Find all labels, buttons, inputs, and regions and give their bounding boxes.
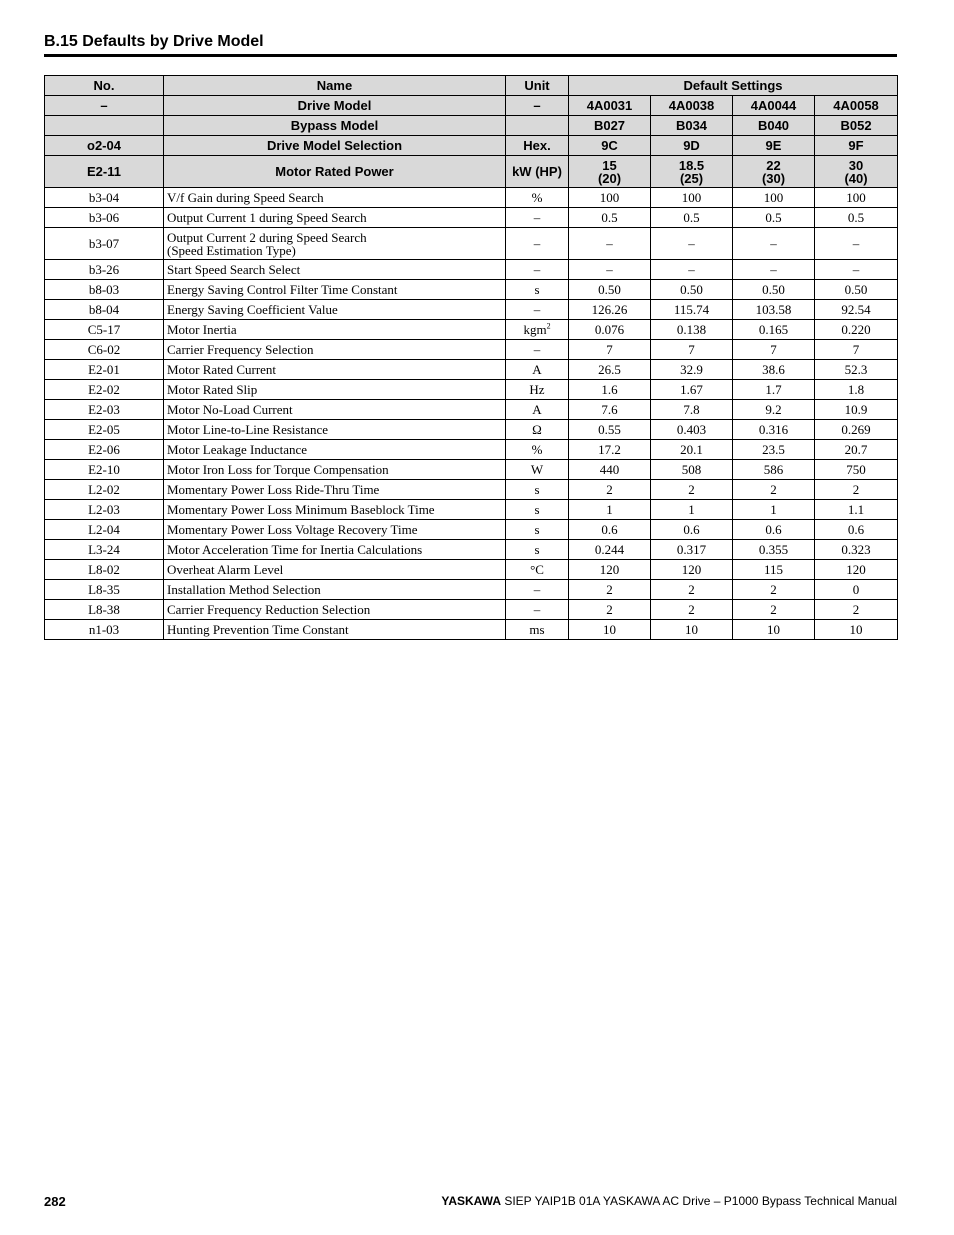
param-unit-text: s [534,542,540,557]
param-unit [506,560,569,580]
param-default-value: 2 [569,580,651,600]
param-no: L8-35 [45,580,164,600]
rated-power-kw: 18.5 [678,157,705,173]
param-name: Start Speed Search Select [164,260,506,280]
param-default-value: 120 [815,560,898,580]
param-name: Motor No-Load Current [164,400,506,420]
param-default-value: 17.2 [569,440,651,460]
param-unit [506,280,569,300]
param-unit [506,540,569,560]
rated-power-hp: (20) [597,170,622,186]
param-default-value: 0.55 [569,420,651,440]
bypass-model-value: B027 [569,116,651,136]
table-row [45,460,898,480]
bypass-model-value: B052 [815,116,898,136]
param-no: E2-02 [45,380,164,400]
param-default-value: – [815,260,898,280]
param-default-value: 586 [733,460,815,480]
param-default-value: 0.5 [815,208,898,228]
header-default-settings: Default Settings [569,76,898,96]
param-name: Energy Saving Control Filter Time Constant [164,280,506,300]
param-unit [506,480,569,500]
param-unit [506,260,569,280]
table-row [45,320,898,340]
header-name: Name [164,76,506,96]
section-number: B.15 [44,33,78,50]
model-selection-value: 9E [733,136,815,156]
param-default-value: 7.8 [651,400,733,420]
param-name: Momentary Power Loss Ride-Thru Time [164,480,506,500]
rated-power-kw: 15 [602,157,617,173]
model-selection-no: o2-04 [45,136,164,156]
section-heading: Defaults by Drive Model [82,33,264,50]
param-name-line: (Speed Estimation Type) [167,242,296,258]
param-default-value: 38.6 [733,360,815,380]
param-no: b8-03 [45,280,164,300]
table-row [45,480,898,500]
model-selection-value: 9D [651,136,733,156]
defaults-table-body [45,76,898,640]
param-name [164,228,506,260]
rated-power-name: Motor Rated Power [164,156,506,188]
param-unit [506,580,569,600]
bypass-model-unit [506,116,569,136]
param-default-value: 2 [569,600,651,620]
rated-power-kw: 30 [848,157,864,173]
param-default-value: 0.50 [733,280,815,300]
param-default-value: 7 [569,340,651,360]
param-default-value: – [569,260,651,280]
param-default-value: 7 [815,340,898,360]
param-unit-text: A [532,402,542,417]
param-default-value: 1.67 [651,380,733,400]
param-default-value: 1 [733,500,815,520]
param-default-value: 52.3 [815,360,898,380]
param-unit [506,400,569,420]
param-default-value: 100 [569,188,651,208]
table-row [45,420,898,440]
param-no: n1-03 [45,620,164,640]
param-default-value: – [651,260,733,280]
param-default-value: 0.5 [733,208,815,228]
param-unit-text: – [533,602,541,617]
param-default-value: 1 [651,500,733,520]
param-unit [506,600,569,620]
param-name: Motor Rated Slip [164,380,506,400]
drive-model-row [45,96,898,116]
rated-power-no: E2-11 [45,156,164,188]
param-unit-text: kgm [523,322,547,337]
param-default-value: 115.74 [651,300,733,320]
param-default-value: 10 [569,620,651,640]
param-unit-text: – [533,262,541,277]
param-name: Carrier Frequency Reduction Selection [164,600,506,620]
rated-power-kw: 22 [766,157,781,173]
param-unit [506,340,569,360]
param-name: Motor Leakage Inductance [164,440,506,460]
param-no: E2-03 [45,400,164,420]
param-default-value: 92.54 [815,300,898,320]
drive-model-value: 4A0044 [733,96,815,116]
param-name-line: Output Current 2 during Speed Search [167,229,367,245]
model-selection-unit: Hex. [506,136,569,156]
param-default-value: 0.138 [651,320,733,340]
drive-model-no: – [45,96,164,116]
table-row [45,620,898,640]
param-unit [506,228,569,260]
param-unit-text: – [533,236,541,251]
param-default-value: 2 [815,480,898,500]
param-default-value: 32.9 [651,360,733,380]
param-name: Installation Method Selection [164,580,506,600]
table-row [45,540,898,560]
param-default-value: 100 [815,188,898,208]
param-unit-text: ms [529,622,545,637]
drive-model-value: 4A0031 [569,96,651,116]
footer-document-title [441,1194,897,1208]
param-default-value: 1.8 [815,380,898,400]
param-no: L8-38 [45,600,164,620]
param-default-value: 0.076 [569,320,651,340]
param-name: Motor Inertia [164,320,506,340]
param-name: Momentary Power Loss Voltage Recovery Time [164,520,506,540]
param-default-value: 2 [651,480,733,500]
param-default-value: – [569,228,651,260]
bypass-model-value: B040 [733,116,815,136]
model-selection-name: Drive Model Selection [164,136,506,156]
param-no: b3-06 [45,208,164,228]
param-default-value: 10.9 [815,400,898,420]
table-row [45,600,898,620]
drive-model-name: Drive Model [164,96,506,116]
table-row [45,360,898,380]
param-default-value: 7.6 [569,400,651,420]
param-no: E2-06 [45,440,164,460]
param-default-value: 440 [569,460,651,480]
param-default-value: 7 [733,340,815,360]
drive-model-value: 4A0038 [651,96,733,116]
table-row [45,188,898,208]
rated-power-row [45,156,898,188]
table-row [45,560,898,580]
param-default-value: 0.50 [651,280,733,300]
table-row [45,300,898,320]
page-number: 282 [44,1194,66,1209]
param-unit-text: – [533,342,541,357]
param-no: E2-01 [45,360,164,380]
table-row [45,400,898,420]
param-default-value: 2 [815,600,898,620]
rated-power-value [569,156,651,188]
table-row [45,228,898,260]
param-default-value: 0.50 [815,280,898,300]
param-default-value: 2 [733,580,815,600]
param-unit [506,500,569,520]
param-name: Motor Line-to-Line Resistance [164,420,506,440]
table-row [45,440,898,460]
param-default-value: 115 [733,560,815,580]
rated-power-value [815,156,898,188]
param-unit-text: – [533,582,541,597]
param-no: L8-02 [45,560,164,580]
param-default-value: 508 [651,460,733,480]
param-unit [506,188,569,208]
header-no: No. [45,76,164,96]
param-unit-text: s [534,482,540,497]
param-name: V/f Gain during Speed Search [164,188,506,208]
param-no: L3-24 [45,540,164,560]
param-default-value: 1.6 [569,380,651,400]
param-default-value: 120 [569,560,651,580]
param-default-value: 0.6 [733,520,815,540]
param-default-value: – [733,260,815,280]
param-name: Motor Iron Loss for Torque Compensation [164,460,506,480]
bypass-model-name: Bypass Model [164,116,506,136]
param-default-value: 0.6 [651,520,733,540]
param-default-value: 1 [569,500,651,520]
param-no: C6-02 [45,340,164,360]
param-unit [506,380,569,400]
param-default-value: – [815,228,898,260]
param-default-value: 126.26 [569,300,651,320]
param-unit-text: – [533,302,541,317]
param-default-value: 0.165 [733,320,815,340]
defaults-table [44,75,898,640]
param-default-value: 1.7 [733,380,815,400]
param-default-value: 0.5 [569,208,651,228]
param-default-value: 0.220 [815,320,898,340]
param-default-value: – [733,228,815,260]
param-default-value: 9.2 [733,400,815,420]
param-default-value: 0.317 [651,540,733,560]
drive-model-value: 4A0058 [815,96,898,116]
param-unit-text: A [532,362,542,377]
param-default-value: 2 [651,580,733,600]
param-default-value: 0.5 [651,208,733,228]
param-default-value: 20.1 [651,440,733,460]
model-selection-value: 9F [815,136,898,156]
param-unit [506,420,569,440]
param-default-value: 0.403 [651,420,733,440]
param-default-value: 103.58 [733,300,815,320]
model-selection-value: 9C [569,136,651,156]
rated-power-hp: (30) [761,170,786,186]
param-default-value: 10 [733,620,815,640]
rated-power-value [733,156,815,188]
param-default-value: – [651,228,733,260]
param-name: Hunting Prevention Time Constant [164,620,506,640]
table-row [45,380,898,400]
param-default-value: 2 [651,600,733,620]
param-default-value: 7 [651,340,733,360]
section-title [44,33,264,51]
param-no: b3-04 [45,188,164,208]
param-unit [506,300,569,320]
param-unit-text: W [530,462,544,477]
param-name: Output Current 1 during Speed Search [164,208,506,228]
param-default-value: 1.1 [815,500,898,520]
param-default-value: 23.5 [733,440,815,460]
param-default-value: 120 [651,560,733,580]
param-default-value: 0.244 [569,540,651,560]
footer-brand: YASKAWA [441,1194,501,1208]
footer-doc: SIEP YAIP1B 01A YASKAWA AC Drive – P1000 Bypass Technical Manual [501,1194,897,1208]
param-name: Motor Rated Current [164,360,506,380]
table-row [45,580,898,600]
param-default-value: 100 [651,188,733,208]
bypass-model-row [45,116,898,136]
param-unit [506,360,569,380]
header-row [45,76,898,96]
bypass-model-no [45,116,164,136]
param-default-value: 750 [815,460,898,480]
param-unit-text: % [531,442,543,457]
param-unit [506,208,569,228]
param-no: b3-26 [45,260,164,280]
param-unit-text: s [534,522,540,537]
rated-power-hp: (25) [679,170,704,186]
param-name: Momentary Power Loss Minimum Baseblock Time [164,500,506,520]
rated-power-value [651,156,733,188]
model-selection-row [45,136,898,156]
param-unit-text: s [534,502,540,517]
param-name: Overheat Alarm Level [164,560,506,580]
param-default-value: 100 [733,188,815,208]
param-default-value: 0.6 [569,520,651,540]
param-unit-text: % [531,190,543,205]
header-unit: Unit [506,76,569,96]
param-no: b3-07 [45,228,164,260]
table-row [45,500,898,520]
param-no: L2-02 [45,480,164,500]
param-default-value: 26.5 [569,360,651,380]
param-no: E2-10 [45,460,164,480]
param-unit-text: °C [530,562,544,577]
param-no: C5-17 [45,320,164,340]
param-name: Motor Acceleration Time for Inertia Calculations [164,540,506,560]
param-no: L2-03 [45,500,164,520]
bypass-model-value: B034 [651,116,733,136]
table-row [45,208,898,228]
param-no: b8-04 [45,300,164,320]
param-default-value: 0.50 [569,280,651,300]
param-name: Carrier Frequency Selection [164,340,506,360]
table-row [45,280,898,300]
rated-power-hp: (40) [844,170,868,186]
param-unit-superscript: 2 [546,321,551,331]
param-unit-text: Hz [529,382,545,397]
param-default-value: 2 [733,600,815,620]
param-default-value: 10 [651,620,733,640]
param-name: Energy Saving Coefficient Value [164,300,506,320]
param-default-value: 10 [815,620,898,640]
param-unit-text: – [533,210,541,225]
param-default-value: 0.355 [733,540,815,560]
param-unit [506,520,569,540]
param-default-value: 0 [815,580,898,600]
param-unit [506,620,569,640]
param-default-value: 2 [733,480,815,500]
param-default-value: 0.6 [815,520,898,540]
param-unit [506,440,569,460]
rated-power-unit: kW (HP) [506,156,569,188]
param-default-value: 2 [569,480,651,500]
param-unit-text: s [534,282,540,297]
drive-model-unit: – [506,96,569,116]
title-rule [44,54,897,57]
table-row [45,520,898,540]
param-default-value: 0.316 [733,420,815,440]
param-unit [506,320,569,340]
param-default-value: 0.269 [815,420,898,440]
param-unit-text: Ω [532,422,542,437]
param-no: L2-04 [45,520,164,540]
param-default-value: 20.7 [815,440,898,460]
table-row [45,260,898,280]
table-row [45,340,898,360]
param-unit [506,460,569,480]
param-default-value: 0.323 [815,540,898,560]
param-no: E2-05 [45,420,164,440]
